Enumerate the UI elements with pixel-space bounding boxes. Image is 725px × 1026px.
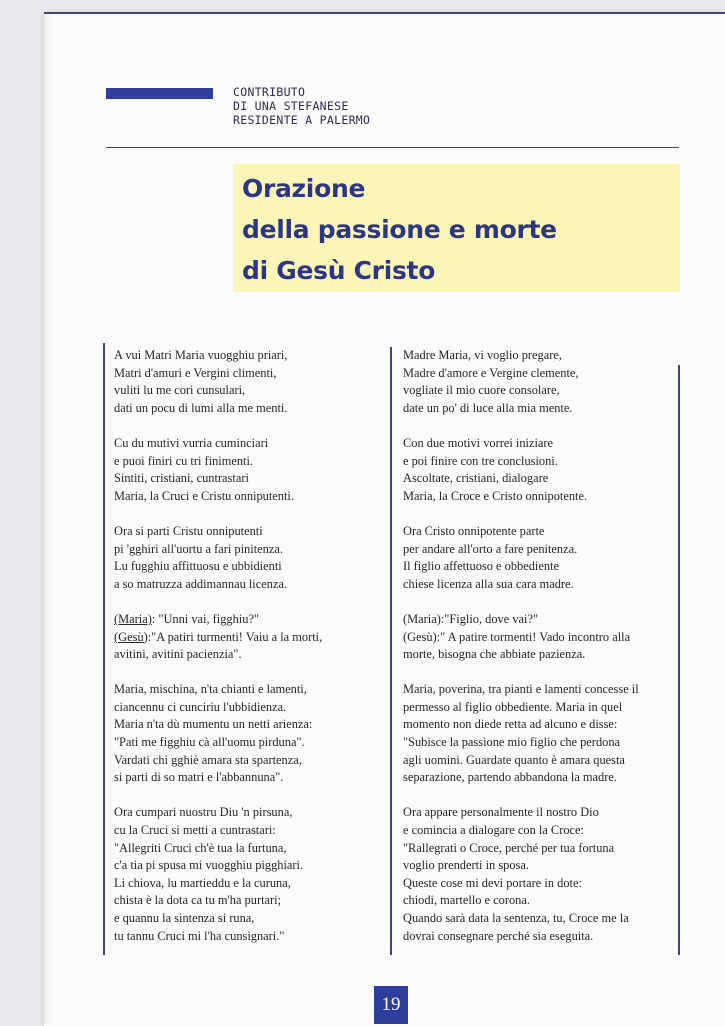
verse-line: Queste cose mi devi portare in dote: [403,875,582,890]
title-line: Orazione [242,174,366,203]
title-line: della passione e morte [242,215,557,244]
verse-line: chista è la dota ca tu m'ha purtari; [114,893,282,908]
dialogue-stanza [403,611,639,664]
verse-line: momento non diede retta ad alcuno e disse: [403,717,618,732]
speaker-label: (Maria) [114,611,152,626]
verse-line: Ora Cristo onnipotente parte [403,523,545,538]
verse-line: Vardati chi gghiè amara sta spartenza, [114,752,302,767]
verse-line: e quannu la sintenza si runa, [114,911,255,925]
contributor-line: DI UNA STEFANESE [233,99,349,113]
verse-line: e puoi finiri cu tri finimenti. [114,453,254,468]
stanza [114,523,322,593]
verse-line: Ora si parti Cristu onniputenti [114,523,263,538]
header-rule [106,147,679,148]
speaker-label: (Maria) [403,611,441,626]
stanza [114,681,322,787]
right-column-rule [678,365,680,955]
speaker-label: (Gesù) [114,629,148,644]
verse-line: Madre Maria, vi voglio pregare, [403,348,562,362]
verse-line: dovrai consegnare perché sia eseguita. [403,928,594,943]
verse-line: pi 'gghiri all'uortu a fari pinitenza. [114,541,283,556]
dialect-text-column [114,347,322,963]
title-line: di Gesù Cristo [242,256,436,285]
verse-line: Sintiti, cristiani, cuntrastari [114,471,249,486]
stanza [403,804,639,945]
dialogue-line [114,611,322,629]
verse-line: Maria, poverina, tra pianti e lamenti concesse il [403,682,639,697]
verse-line: "Rallegrati o Croce, perché per tua fortuna [403,840,615,855]
stanza [403,347,639,417]
verse-line: Lu fugghiu affittuosu e ubbidienti [114,559,282,574]
stanza [114,804,322,945]
page-number: 19 [374,986,408,1024]
verse-line: cu la Cruci si metti a cuntrastari: [114,823,276,838]
stanza [403,523,639,593]
verse-line: "Pati me figghiu cà all'uomu pirduna". [114,735,305,750]
page-title [242,168,557,291]
verse-line: chiese licenza alla sua cara madre. [403,576,574,591]
verse-line: "Subisce la passione mio figlio che perdona [403,735,621,750]
dialogue-line [403,629,639,647]
verse-line: Il figlio affettuoso e obbediente [403,559,559,574]
verse-line: Li chiova, lu martieddu e la curuna, [114,875,291,890]
verse-line: A vui Matri Maria vuogghiu priari, [114,348,288,362]
dialogue-text: :" A patire tormenti! Vado incontro alla [436,629,631,644]
verse-line: Maria, la Cruci e Cristu onniputenti. [114,488,294,503]
verse-line: Madre d'amore e Vergine clemente, [403,365,579,380]
italian-text-column [403,347,639,963]
verse-line: Matri d'amuri e Vergini climenti, [114,365,277,380]
verse-line: Con due motivi vorrei iniziare [403,435,554,450]
verse-line: Maria, mischina, n'ta chianti e lamenti, [114,682,307,697]
dialogue-line [403,611,639,629]
verse-line: "Allegriti Cruci ch'è tua la furtuna, [114,840,287,855]
contributor-note [233,85,370,127]
verse-line: Ora cumpari nuostru Diu 'n pirsuna, [114,805,293,820]
verse-line: Quando sarà data la sentenza, tu, Croce me la [403,911,629,925]
verse-line: Cu du mutivi vurria cuminciari [114,435,269,450]
verse-line: si parti di so matri e l'abbannuna". [114,770,284,785]
verse-line: agli uomini. Guardate quanto è amara questa [403,752,625,767]
verse-line: avitini, avitini pacienzia". [114,647,242,662]
verse-line: Ascoltate, cristiani, dialogare [403,471,549,486]
left-column-rule [103,343,105,955]
verse-line: vogliate il mio cuore consolare, [403,383,560,398]
header-accent-bar [106,88,213,99]
dialogue-line [114,629,322,647]
verse-line: e comincia a dialogare con la Croce: [403,823,584,838]
stanza [403,435,639,505]
verse-line: dati un pocu di lumi alla me menti. [114,400,288,415]
verse-line: c'a tia pi spusa mi vuogghiu pigghiari. [114,858,304,873]
verse-line: chiodi, martello e corona. [403,893,530,908]
verse-line: a so matruzza addimannau licenza. [114,576,288,591]
verse-line: Maria, la Croce e Cristo onnipotente. [403,488,588,503]
verse-line: Ora appare personalmente il nostro Dio [403,805,599,820]
verse-line: date un po' di luce alla mia mente. [403,400,573,415]
verse-line: morte, bisogna che abbiate pazienza. [403,647,586,662]
middle-column-rule [390,347,392,955]
contributor-line: CONTRIBUTO [233,85,306,99]
contributor-line: RESIDENTE A PALERMO [233,113,371,127]
stanza [114,435,322,505]
verse-line: e poi finire con tre conclusioni. [403,453,558,468]
page-crease [44,12,54,1024]
verse-line: voglio prenderti in sposa. [403,858,529,873]
stanza [114,347,322,417]
stanza [403,681,639,787]
verse-line: tu tannu Cruci mi l'ha cunsignari." [114,928,285,943]
verse-line: permesso al figlio obbediente. Maria in quel [403,699,623,714]
verse-line: Maria n'ta dù mumentu un netti arienza: [114,717,313,732]
verse-line: ciancennu ci cunciriu l'ubbidienza. [114,699,287,714]
verse-line: separazione, partendo abbandona la madre. [403,770,617,785]
dialogue-stanza [114,611,322,664]
dialogue-text: : "Unni vai, figghiu?" [151,611,260,626]
speaker-label: (Gesù) [403,629,437,644]
verse-line: per andare all'orto a fare penitenza. [403,541,578,556]
dialogue-text: :"A patiri turmenti! Vaiu a la morti, [147,629,323,644]
verse-line: vuliti lu me cori cunsulari, [114,383,246,398]
dialogue-text: :"Figlio, dove vai?" [440,611,539,626]
